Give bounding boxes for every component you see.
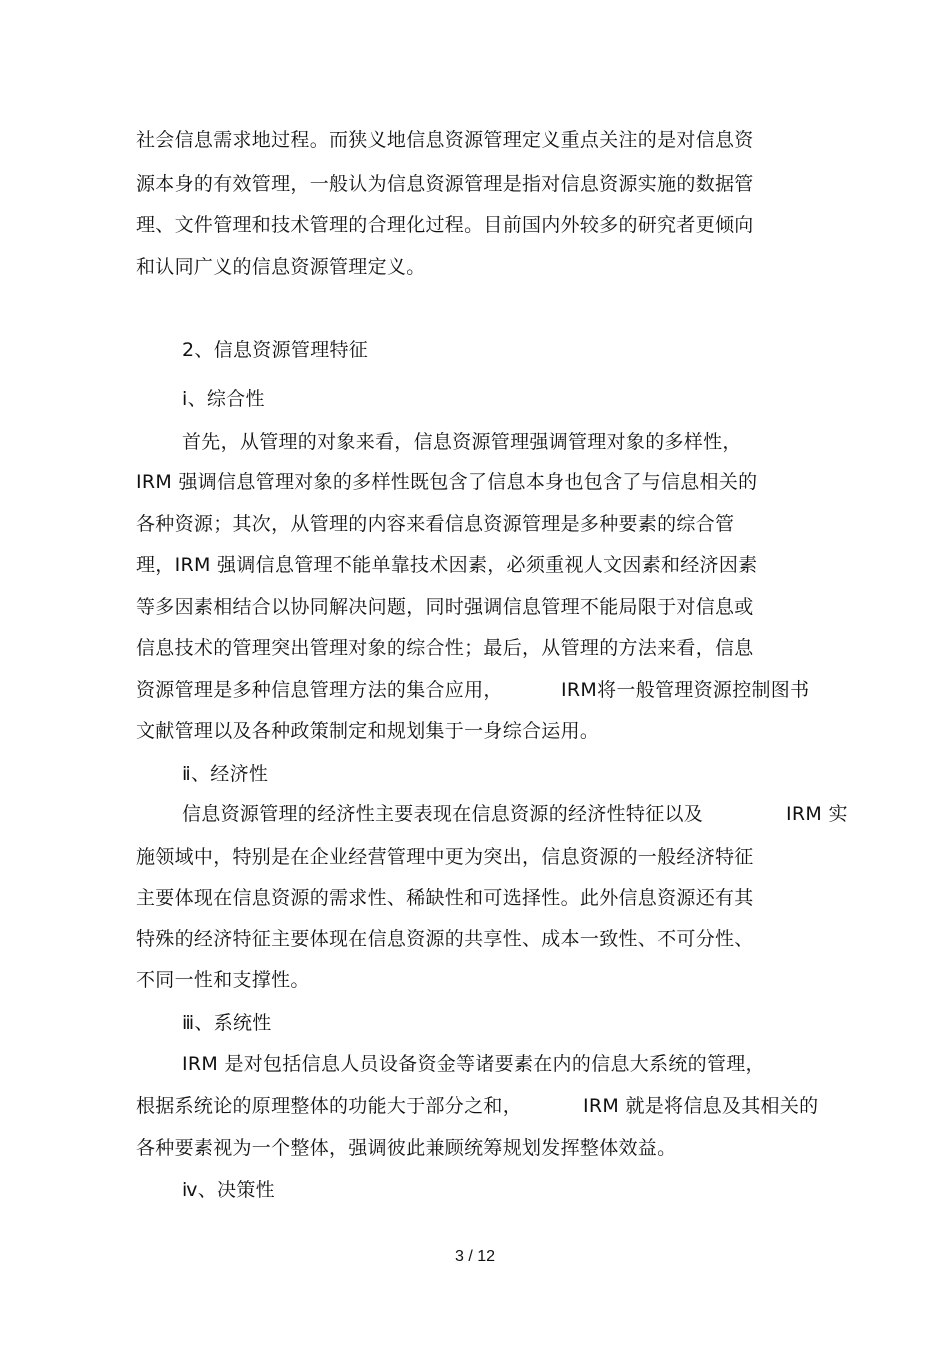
paragraph-line: 和认同广义的信息资源管理定义。 (136, 256, 426, 278)
paragraph-line: 理，IRM 强调信息管理不能单靠技术因素，必须重视人文因素和经济因素 (136, 554, 758, 576)
paragraph-line: 各种资源；其次，从管理的内容来看信息资源管理是多种要素的综合管 (136, 513, 735, 535)
paragraph-line: 信息资源管理的经济性主要表现在信息资源的经济性特征以及 (182, 803, 704, 825)
paragraph-line: 首先，从管理的对象来看，信息资源管理强调管理对象的多样性， (182, 431, 742, 453)
paragraph-line-continuation: IRM 就是将信息及其相关的 (583, 1095, 819, 1117)
paragraph-line: 不同一性和支撑性。 (136, 969, 310, 991)
paragraph-line: 源本身的有效管理，一般认为信息资源管理是指对信息资源实施的数据管 (136, 173, 754, 195)
paragraph-line: 各种要素视为一个整体，强调彼此兼顾统筹规划发挥整体效益。 (136, 1137, 677, 1159)
paragraph-line: 施领域中，特别是在企业经营管理中更为突出，信息资源的一般经济特征 (136, 846, 754, 868)
paragraph-line-continuation: IRM 实 (786, 803, 848, 825)
subsection-heading: ⅲ、系统性 (182, 1012, 272, 1034)
subsection-heading: ⅳ、决策性 (182, 1179, 275, 1201)
paragraph-line-continuation: IRM将一般管理资源控制图书 (561, 679, 810, 701)
subsection-heading: ⅰ、综合性 (182, 388, 265, 410)
paragraph-line: 根据系统论的原理整体的功能大于部分之和， (136, 1095, 523, 1117)
paragraph-line: 文献管理以及各种政策制定和规划集于一身综合运用。 (136, 720, 600, 742)
paragraph-line: 主要体现在信息资源的需求性、稀缺性和可选择性。此外信息资源还有其 (136, 887, 754, 909)
paragraph-line: 理、文件管理和技术管理的合理化过程。目前国内外较多的研究者更倾向 (136, 214, 754, 236)
paragraph-line: 社会信息需求地过程。而狭义地信息资源管理定义重点关注的是对信息资 (136, 129, 754, 151)
paragraph-line: 等多因素相结合以协同解决问题，同时强调信息管理不能局限于对信息或 (136, 596, 754, 618)
paragraph-line: IRM 是对包括信息人员设备资金等诸要素在内的信息大系统的管理， (182, 1053, 765, 1075)
paragraph-line: IRM 强调信息管理对象的多样性既包含了信息本身也包含了与信息相关的 (136, 471, 758, 493)
page-number: 3 / 12 (454, 1248, 496, 1265)
paragraph-line: 信息技术的管理突出管理对象的综合性；最后，从管理的方法来看，信息 (136, 637, 754, 659)
subsection-heading: ⅱ、经济性 (182, 763, 269, 785)
paragraph-line: 资源管理是多种信息管理方法的集合应用， (136, 679, 503, 701)
paragraph-line: 特殊的经济特征主要体现在信息资源的共享性、成本一致性、不可分性、 (136, 928, 754, 950)
section-heading: 2、信息资源管理特征 (182, 339, 369, 361)
